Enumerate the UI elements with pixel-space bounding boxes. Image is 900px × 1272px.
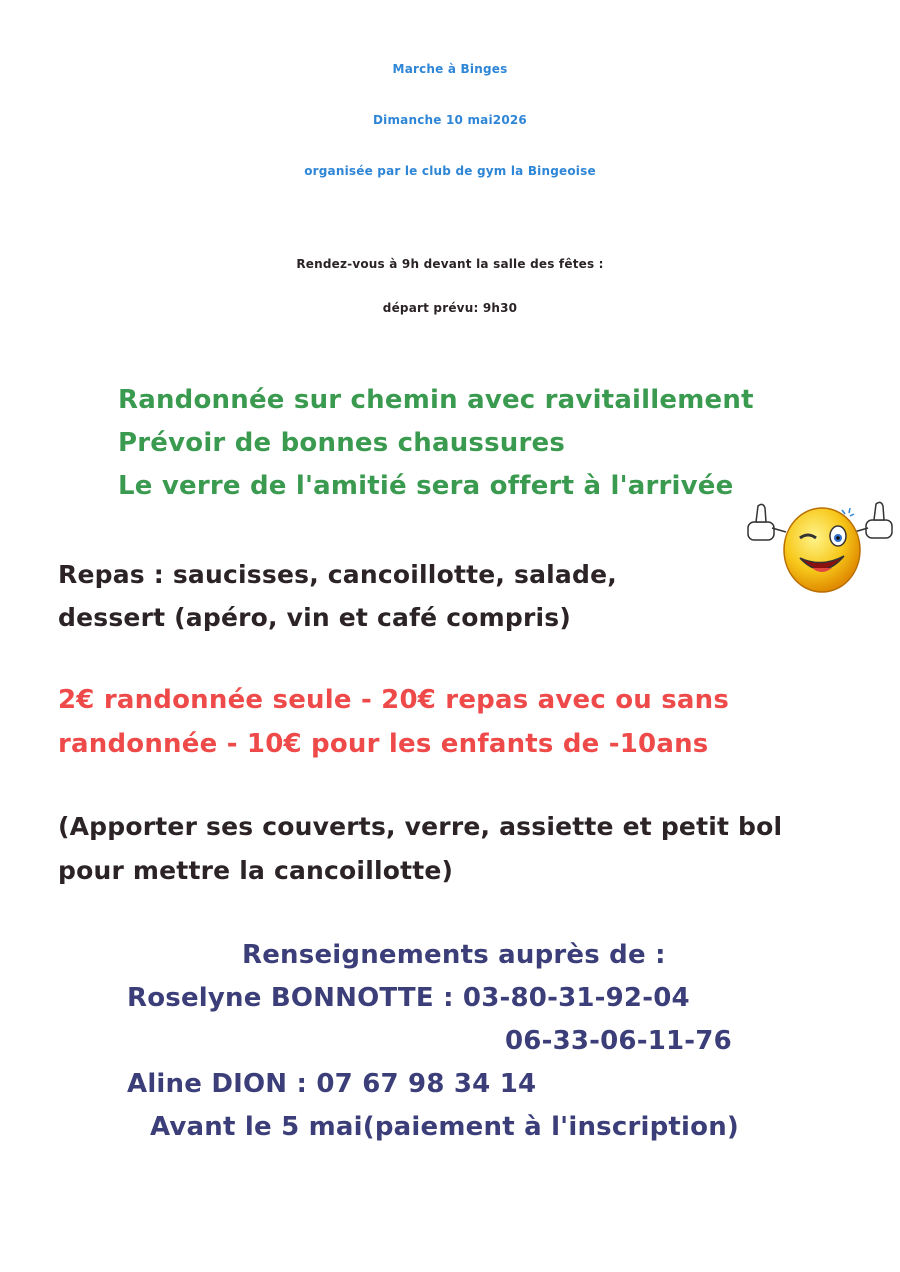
organizer: organisée par le club de gym la Bingeoise — [304, 164, 596, 178]
contact-roselyne: Roselyne BONNOTTE : 03-80-31-92-04 — [127, 983, 690, 1013]
contact-roselyne-phone-2: 06-33-06-11-76 — [505, 1026, 732, 1056]
bring-info-2: pour mettre la cancoillotte) — [58, 856, 454, 885]
price-info-1: 2€ randonnée seule - 20€ repas avec ou sans — [58, 685, 730, 715]
meal-info-1: Repas : saucisses, cancoillotte, salade, — [58, 560, 617, 589]
contact-aline: Aline DION : 07 67 98 34 14 — [127, 1069, 537, 1099]
hike-info-1: Randonnée sur chemin avec ravitaillement — [118, 385, 754, 415]
registration-deadline: Avant le 5 mai(paiement à l'inscription) — [150, 1112, 739, 1142]
departure-time: départ prévu: 9h30 — [382, 301, 518, 315]
event-date: Dimanche 10 mai2026 — [373, 113, 527, 127]
meeting-info: Rendez-vous à 9h devant la salle des fêtes : — [296, 257, 604, 271]
title: Marche à Binges — [392, 62, 508, 76]
winking-smiley-thumbs-up-icon — [742, 498, 898, 596]
meal-info-2: dessert (apéro, vin et café compris) — [58, 603, 571, 632]
bring-info-1: (Apporter ses couverts, verre, assiette et petit bol — [58, 812, 783, 841]
price-info-2: randonnée - 10€ pour les enfants de -10ans — [58, 729, 709, 759]
hike-info-3: Le verre de l'amitié sera offert à l'arrivée — [118, 471, 734, 501]
contact-heading: Renseignements auprès de : — [242, 940, 666, 970]
hike-info-2: Prévoir de bonnes chaussures — [118, 428, 566, 458]
